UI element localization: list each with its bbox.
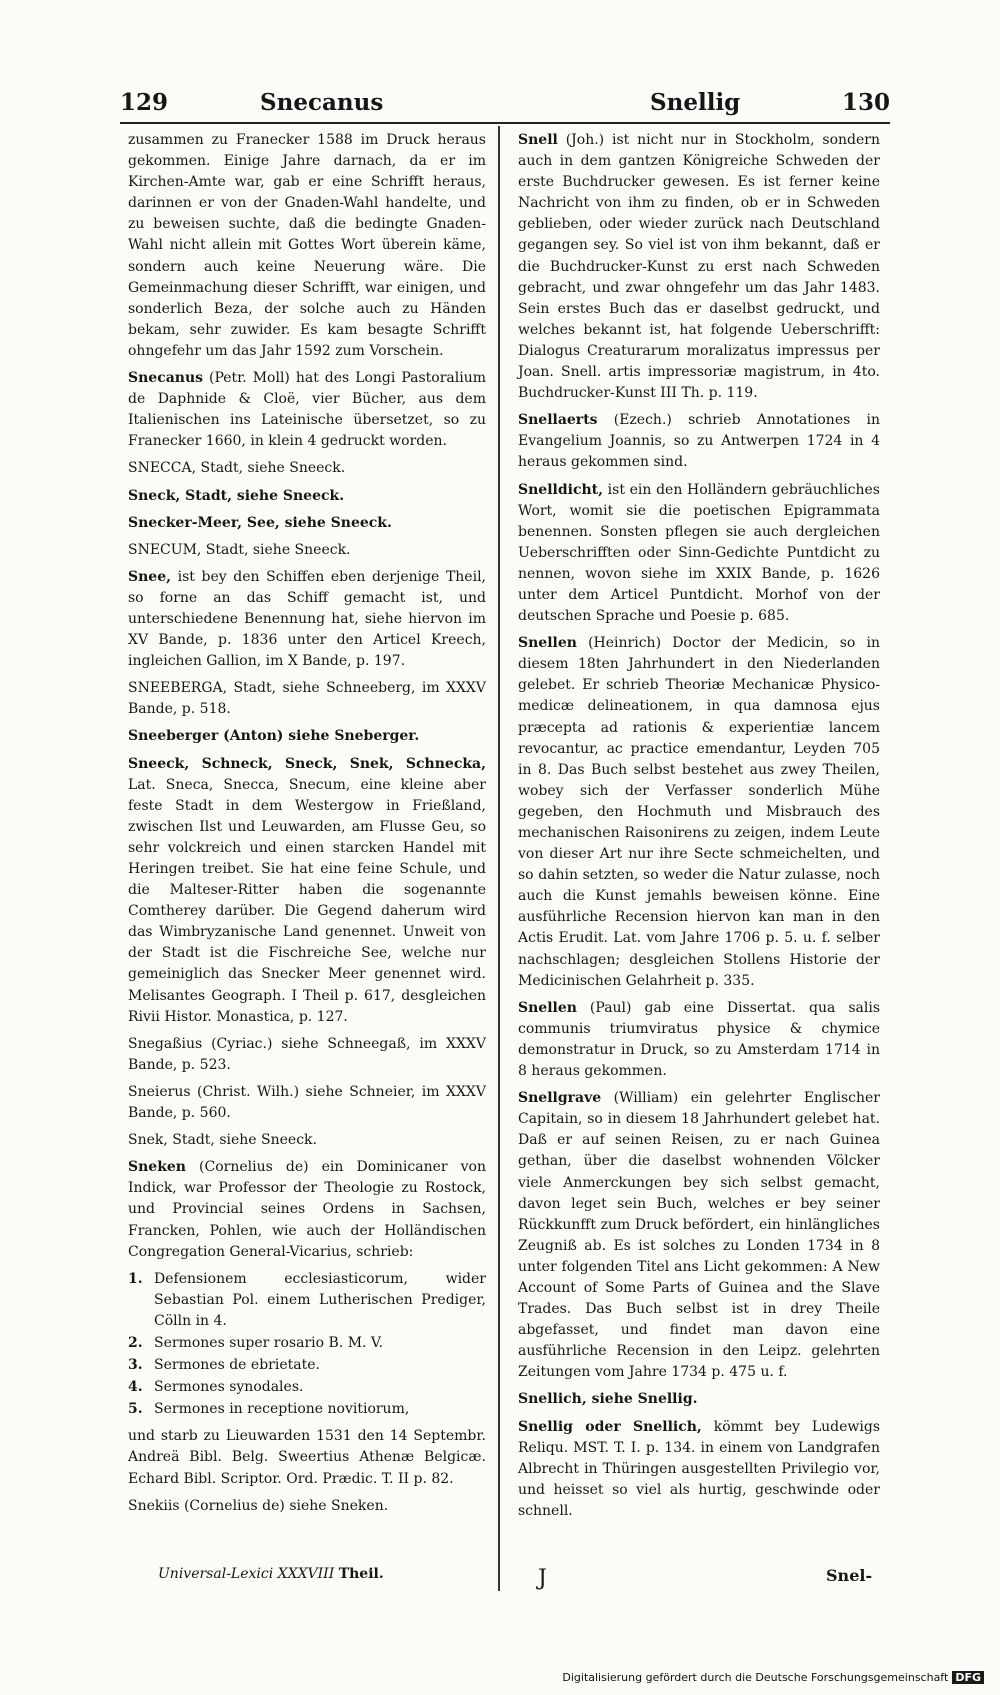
page-number-left: 129 [120, 89, 169, 116]
entry-snellaerts [518, 410, 880, 473]
entry-text: (Heinrich) Doctor der Medicin, so in diesem 18ten Jahrhundert in den Niederlanden gelebet. Er schrieb Theoriæ Mechanicæ Physico-medicæ delineationem, in qua damnosa ejus præcepta ad rationis & experientiæ lancem revocantur, ac practice emendantur, Leyden 705 in 8. Das Buch selbst bestehet aus zwey Theilen, wobey sich der Verfasser sonderlich Mühe gegeben, den Hochmuth und Misbrauch des mechanischen Raisonirens zu zeigen, indem Leute von dieser Art nur ihre Secte schmeichelten, und so dahin setzten, so weder die Natur zulasse, noch auch die Kunst jemahls beweisen könne. Eine ausführliche Recension hiervon kan man in den Actis Erudit. Lat. vom Jahre 1706 p. 5. u. f. selber nachschlagen; desgleichen Stollens Historie der Medicinischen Gelahrheit p. 335. [518, 635, 880, 989]
entry-headword: Sneeck, Schneck, Sneck, Snek, Schnecka, [128, 755, 486, 772]
entry-snee [128, 567, 486, 672]
entry-sneeberga: SNEEBERGA, Stadt, siehe Schneeberg, im XXXV Bande, p. 518. [128, 680, 486, 718]
list-text: Sermones de ebrietate. [154, 1357, 320, 1374]
entry-text: (Joh.) ist nicht nur in Stockholm, sondern auch in dem gantzen Königreiche Schweden der erste Buchdrucker gewesen. Es ist ferner keine Nachricht von ihm zu finden, ob er in Schweden geblieben, oder wieder zurück nach Deutschland gegangen sey. So viel ist von ihm bekannt, daß er die Buchdrucker-Kunst zu erst nach Schweden gebracht, und zwar ohngefehr um das Jahr 1483. Sein erstes Buch das er daselbst gedruckt, und welches bekannt ist, hat folgende Ueberschrifft: Dialogus Creaturarum moralizatus impressus per Joan. Snell. artis impressoriæ magistrum, in 4to. Buchdrucker-Kunst III Th. p. 119. [518, 132, 880, 402]
entry-snelldicht [518, 480, 880, 628]
list-number: 3. [128, 1357, 143, 1374]
entry-text: Lat. Sneca, Snecca, Snecum, eine kleine aber feste Stadt in dem Westergow in Frießland, zwischen Ilst und Leuwarden, am Flusse Geu, so sehr volckreich und einen starcken Handel mit Heringen treibet. Sie hat eine feine Schule, und die Malteser-Ritter haben die sogenannte Comtherey darüber. Die Gegend daherum wird das Wimbryzanische Land genennet. Unweit von der Stadt ist die Fischreiche See, welche nur gemeiniglich das Snecker Meer genennet wird. Melisantes Geograph. I Theil p. 617, desgleichen Rivii Histor. Monastica, p. 127. [128, 776, 486, 1025]
running-head-right: Snellig [650, 89, 741, 116]
catchword: Snel- [826, 1566, 873, 1585]
list-item [128, 1399, 486, 1420]
entry-snecca: SNECCA, Stadt, siehe Sneeck. [128, 460, 346, 477]
digitization-credit [562, 1671, 984, 1684]
entry-snegassius: Snegaßius (Cyriac.) siehe Schneegaß, im XXXV Bande, p. 523. [128, 1035, 486, 1073]
entry-text: (Ezech.) schrieb Annotationes in Evangelium Joannis, so zu Antwerpen 1724 in 4 heraus gekommen sind. [518, 412, 880, 471]
entry-headword: Snellig oder Snellich, [518, 1418, 702, 1435]
list-item [128, 1269, 486, 1332]
entry-sneierus: Sneierus (Christ. Wilh.) siehe Schneier, im XXXV Bande, p. 560. [128, 1083, 486, 1122]
entry-headword: Snee, [128, 568, 171, 585]
left-column [128, 130, 486, 1523]
list-number: 2. [128, 1334, 143, 1351]
entry-snellen-heinrich [518, 633, 880, 992]
dfg-logo: DFG [952, 1671, 984, 1684]
entry-snell [518, 130, 880, 404]
entry-sneken-end: und starb zu Lieuwarden 1531 den 14 Septembr. Andreä Bibl. Belg. Sweertius Athenæ Belgicæ. Echard Bibl. Scriptor. Ord. Prædic. T. II p. 82. [128, 1428, 486, 1487]
entry-text: (Petr. Moll) hat des Longi Pastoralium de Daphnide & Cloë, vier Bücher, aus dem Italienischen ins Lateinische übersetzet, so zu Franecker 1660, in klein 4 gedruckt worden. [128, 370, 486, 450]
entry-sneken [128, 1157, 486, 1262]
entry-headword: Snelldicht, [518, 481, 603, 498]
list-number: 1. [128, 1270, 143, 1287]
entry-headword: Sneken [128, 1159, 186, 1176]
entry-headword: Snellen [518, 999, 577, 1016]
entry-snellig [518, 1417, 880, 1522]
sheet-mark: J [538, 1566, 547, 1591]
entry-text: (Cornelius de) ein Dominicaner von Indick, war Professor der Theologie zu Rostock, und Provincial seines Ordens in Sachsen, Francken, Pohlen, wie auch der Holländischen Congregation General-Vicarius, schrieb: [128, 1159, 486, 1260]
page-number-right: 130 [841, 89, 890, 116]
entry-snecanus [128, 368, 486, 452]
entry-headword: Snell [518, 132, 558, 148]
entry-text: kömmt bey Ludewigs Reliqu. MST. T. I. p. 134. in einem von Landgrafen Albrecht in Thüringen ausgestellten Privilegio vor, und heisset so viel als hurtig, geschwinde oder schnell. [518, 1418, 881, 1519]
list-text: Sermones synodales. [154, 1379, 304, 1396]
entry-snecker-meer: Snecker-Meer, See, siehe Sneeck. [128, 514, 392, 531]
list-item [128, 1377, 486, 1398]
entry-headword: Snellaerts [518, 412, 598, 429]
entry-snekiis: Snekiis (Cornelius de) siehe Sneken. [128, 1497, 389, 1514]
right-column [518, 130, 880, 1528]
entry-text: ist bey den Schiffen eben derjenige Theil, so forne an das Schiff gemacht ist, und unterschiedene Benennung hat, siehe hiervon im XV Bande, p. 1836 unter den Articel Kreech, ingleichen Gallion, im X Bande, p. 197. [128, 568, 486, 670]
works-list [128, 1269, 486, 1421]
entry-snek: Snek, Stadt, siehe Sneeck. [128, 1132, 317, 1149]
entry-snellen-paul [518, 998, 880, 1082]
list-text: Defensionem ecclesiasticorum, wider Sebastian Pol. einem Lutherischen Prediger, Cölln in 4. [154, 1270, 486, 1329]
signature-text: Universal-Lexici XXXVIII [158, 1566, 335, 1582]
list-text: Sermones super rosario B. M. V. [154, 1334, 384, 1351]
list-item [128, 1355, 486, 1376]
list-item [128, 1333, 486, 1354]
running-head-left: Snecanus [260, 89, 384, 116]
entry-text: (William) ein gelehrter Englischer Capitain, so in diesem 18 Jahrhundert gelebet hat. Daß er auf seinen Reisen, zu er nach Guinea gethan, über die daselbst wohnenden Völcker viele Anmerckungen bey sich selbst gemacht, davon leget sein Buch, welches er bey seiner Rückkunfft zum Druck befördert, ein hinlängliches Zeugniß ab. Es ist solches zu Londen 1734 in 8 unter folgenden Titel ans Licht gekommen: A New Account of Some Parts of Guinea and the Slave Trades. Das Buch selbst ist in drey Theile abgefasset, und findet man davon eine ausführliche Recension in den Leipz. gelehrten Zeitungen vom Jahre 1734 p. 475 u. f. [518, 1090, 880, 1381]
entry-snellich: Snellich, siehe Snellig. [518, 1391, 698, 1408]
list-text: Sermones in receptione novitiorum, [154, 1401, 410, 1418]
entry-headword: Snellgrave [518, 1090, 602, 1107]
entry-headword: Snellen [518, 635, 577, 652]
entry-continuation: zusammen zu Franecker 1588 im Druck heraus gekommen. Einige Jahre darnach, da er im Kirchen-Amte war, gab er eine Schrifft heraus, darinnen er von der Gnaden-Wahl handelte, und zu beweisen suchte, daß die bedingte Gnaden-Wahl nicht allein mit Gottes Wort überein käme, sondern auch keine Neuerung wäre. Die Gemeinmachung dieser Schrifft, war einigen, und sonderlich Beza, der solche auch zu Händen bekam, sehr zuwider. Es kam besagte Schrifft ohngefehr um das Jahr 1592 zum Vorschein. [128, 132, 486, 359]
signature-theil: Theil. [338, 1566, 384, 1582]
entry-sneeck [128, 754, 486, 1028]
list-number: 5. [128, 1401, 143, 1418]
entry-snecum: SNECUM, Stadt, siehe Sneeck. [128, 541, 351, 558]
entry-snellgrave [518, 1088, 880, 1383]
entry-text: ist ein den Holländern gebräuchliches Wort, womit sie die poetischen Epigrammata benennen. Sonsten pflegen sie auch dergleichen Ueberschrifften oder Sinn-Gedichte Puntdicht zu nennen, wovon siehe im XXIX Bande, p. 1626 unter dem Articel Puntdicht. Morhof von der deutschen Sprache und Poesie p. 685. [518, 481, 880, 625]
list-number: 4. [128, 1379, 143, 1396]
header-rule [120, 122, 890, 124]
credit-text: Digitalisierung gefördert durch die Deutsche Forschungsgemeinschaft [562, 1671, 949, 1684]
page-header [120, 88, 890, 124]
entry-headword: Snecanus [128, 370, 204, 387]
entry-sneeberger: Sneeberger (Anton) siehe Sneberger. [128, 728, 420, 745]
entry-sneck: Sneck, Stadt, siehe Sneeck. [128, 487, 345, 504]
volume-signature [158, 1566, 384, 1582]
column-divider [498, 126, 500, 1591]
entry-text: (Paul) gab eine Dissertat. qua salis communis triumviratus physice & chymice demonstratur in Druck, so zu Amsterdam 1714 in 8 heraus gekommen. [518, 999, 880, 1080]
